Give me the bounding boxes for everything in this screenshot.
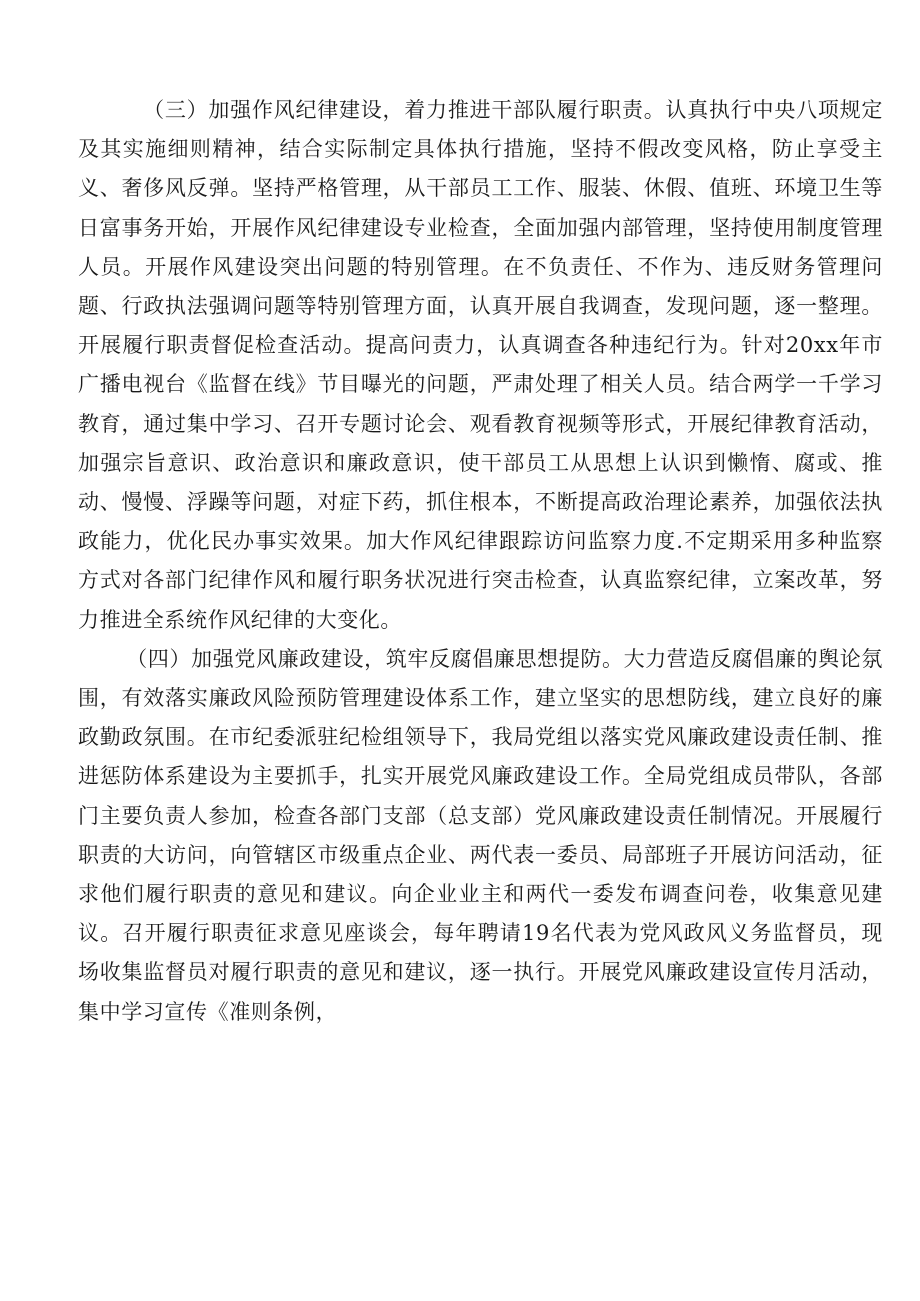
document-body <box>78 91 883 1032</box>
paragraph-section-3: （三）加强作风纪律建设，着力推进干部队履行职责。认真执行中央八项规定及其实施细则精神，结合实际制定具体执行措施，坚持不假改变风格，防止享受主义、奢侈风反弹。坚持严格管理，从干部员工工作、服装、休假、值班、环境卫生等日富事务开始，开展作风纪律建设专业检查，全面加强内部管理，坚持使用制度管理人员。开展作风建设突出问题的特别管理。在不负责任、不作为、违反财务管理问题、行政执法强调问题等特别管理方面，认真开展自我调查，发现问题，逐一整理。开展履行职责督促检查活动。提高问责力，认真调查各种违纪行为。针对20xx年市广播电视台《监督在线》节目曝光的问题，严肃处理了相关人员。结合两学一千学习教育，通过集中学习、召开专题讨论会、观看教育视频等形式，开展纪律教育活动，加强宗旨意识、政治意识和廉政意识，使干部员工从思想上认识到懒惰、腐或、推动、慢慢、浮躁等问题，对症下药，抓住根本，不断提高政治理论素养，加强依法执政能力，优化民办事实效果。加大作风纪律跟踪访问监察力度.不定期采用多种监察方式对各部门纪律作风和履行职务状况进行突击检查，认真监察纪律，立案改革，努力推进全系统作风纪律的大变化。 <box>78 98 883 632</box>
paragraph-section-4: （四）加强党风廉政建设，筑牢反腐倡廉思想提防。大力营造反腐倡廉的舆论氛围，有效落实廉政风险预防管理建设体系工作，建立坚实的思想防线，建立良好的廉政勤政氛围。在市纪委派驻纪检组领导下，我局党组以落实党风廉政建设责任制、推进惩防体系建设为主要抓手，扎实开展党风廉政建设工作。全局党组成员带队，各部门主要负责人参加，检查各部门支部（总支部）党风廉政建设责任制情况。开展履行职责的大访问，向管辖区市级重点企业、两代表一委员、局部班子开展访问活动，征求他们履行职责的意见和建议。向企业业主和两代一委发布调查问卷，收集意见建议。召开履行职责征求意见座谈会，每年聘请19名代表为党风政风义务监督员，现场收集监督员对履行职责的意见和建议，逐一执行。开展党风廉政建设宣传月活动，集中学习宣传《准则条例， <box>78 646 883 1024</box>
